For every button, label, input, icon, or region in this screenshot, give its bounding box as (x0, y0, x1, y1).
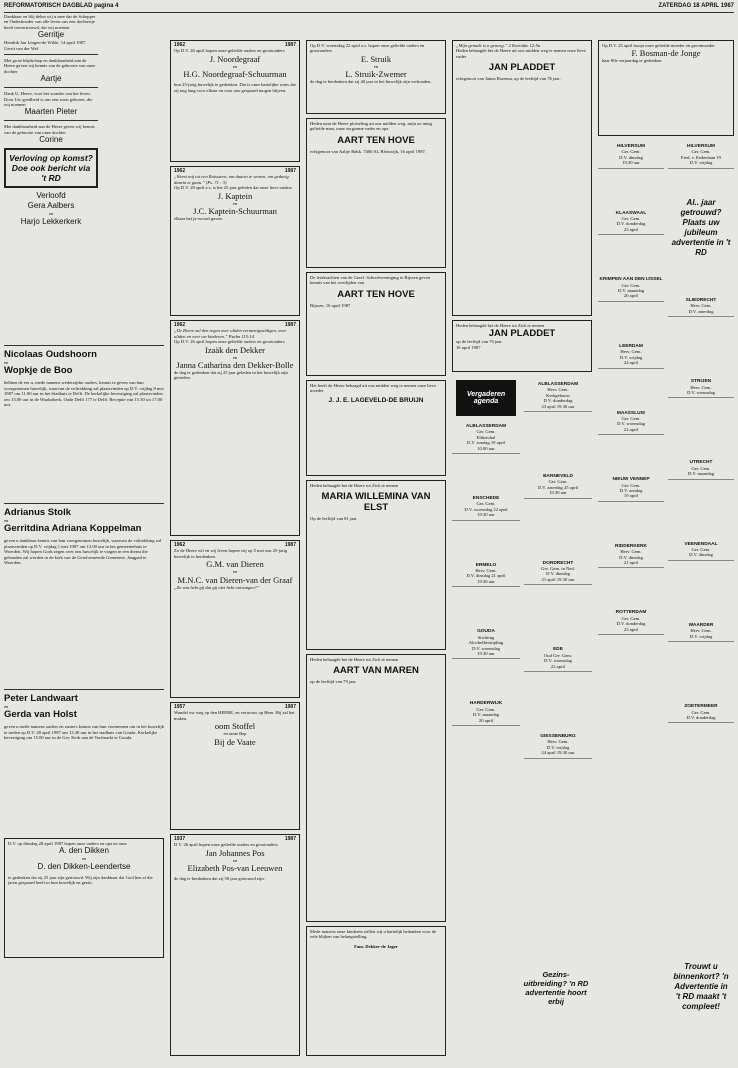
church-detail: Ger. Gem. (621, 282, 641, 288)
struik-text: de dag te herdenken dat zij 40 jaar in het huwelijk zijn verbonden. (310, 79, 432, 85)
anniversary-6 (170, 834, 300, 1056)
death-3-name: J. J. E. LAGEVELD-DE BRUIJN (328, 396, 424, 404)
death-1-text: echtgenoot van Aaltje Bakk. 7400 AL Bleiswijk, 16 april 1987. (310, 148, 426, 154)
church-town: UTRECHT (689, 460, 713, 466)
church-detail: D.V. dinsdag (619, 154, 643, 160)
engaged-b: Harjo Lekkerkerk (20, 216, 82, 226)
church-detail: Ger. Gem. (548, 479, 568, 485)
death-5-text: op de leeftijd van 79 jaar. (310, 679, 357, 685)
verloofd-title: Verloofd (36, 191, 66, 201)
church-detail: 22 april (550, 663, 566, 669)
vergader-agenda-logo (456, 380, 516, 416)
anniv-1-a: J. Noordegraaf (209, 53, 261, 64)
anniv-col1-b: D. den Dikken-Leendertse (37, 861, 131, 871)
child-name-2: Aartje (40, 74, 62, 84)
page-header (4, 3, 734, 13)
church-town: ZOETERMEER (684, 704, 718, 710)
church-detail: D.V. dinsdag 21 april (466, 573, 506, 579)
church-detail: D.V. vrijdag (619, 354, 643, 360)
year-start: 1962 (174, 168, 186, 174)
anniversary-5 (170, 702, 300, 830)
anniv-6-intro: D.V. 26 april hopen onze geliefde ouders en grootouders (174, 842, 278, 848)
anniv-col1-intro: D.V. op dinsdag 28 april 1987 hopen onze ouders en opa en oma (8, 841, 127, 846)
church-town: SLIEDRECHT (685, 298, 717, 303)
pladdet-death-2 (452, 320, 592, 372)
church-list-col5b (668, 142, 734, 169)
church-listing (524, 732, 592, 759)
church-town: ENSCHEDE (472, 496, 500, 502)
church-detail: D.V. vrijdag (689, 633, 713, 639)
child-name-4: Corine (39, 135, 63, 145)
church-listing (668, 540, 734, 561)
church-detail: D.V. woensdag (617, 421, 645, 427)
year-start: 1937 (174, 836, 186, 842)
church-town: DORDRECHT (542, 560, 574, 566)
bosman-intro: Op D.V. 25 april hoopt onze geliefde moeder en grootmoeder (602, 43, 715, 48)
pladdet-verse: „Mijn genade is u genoeg.” 2 Korinthe 12:9a (456, 43, 541, 48)
wedding-notice-3 (4, 686, 164, 741)
church-detail: 19.30 uur (477, 578, 495, 584)
divider (4, 54, 98, 55)
wedding-3-groom: Peter Landwaart (4, 693, 78, 704)
anniv-2-b: J.C. Kaptein-Schuurman (193, 206, 277, 217)
church-detail: 19.30 uur (477, 650, 495, 656)
church-detail: D.V. dinsdag (546, 571, 570, 577)
death-notice-4 (306, 480, 446, 650)
death-4-intro: Heden behaagde het de Heere tot Zich te nemen (310, 483, 399, 488)
church-listing (668, 702, 734, 723)
church-listing (598, 209, 664, 236)
anniv-2-intro: Op D.V. 28 april a.s. is het 25 jaar geleden dat onze lieve ouders (174, 185, 292, 191)
church-detail: 24 april (623, 360, 639, 366)
church-detail: Ger. Gem. (621, 149, 641, 155)
anniv-5-b: Bij de Vaate (214, 736, 256, 747)
church-town: VEENENDAAL (684, 541, 718, 547)
church-detail: D.V. zondag (619, 487, 643, 493)
church-listing (668, 296, 734, 317)
church-detail: 24 april 19.30 uur (541, 750, 575, 756)
church-list-col5-right (668, 142, 734, 173)
church-detail: D.V. zondag 19 april (466, 440, 506, 446)
church-detail: D.V. zaterdag (688, 308, 714, 314)
anniv-6-and: en (232, 857, 238, 863)
church-town: HILVERSUM (617, 144, 645, 149)
church-detail: Alcoholbestrijding (468, 640, 504, 646)
church-detail: Kerkgebouw (546, 392, 570, 398)
church-detail: D.V. donderdag (616, 621, 646, 627)
church-listing (598, 142, 664, 169)
church-detail: Ger. Gem. (621, 482, 641, 488)
wedding-2-groom: Adrianus Stolk (4, 507, 72, 518)
church-listing (524, 559, 592, 586)
church-town: GIESSENBURG (540, 733, 576, 739)
church-detail: Elthetohal (476, 434, 496, 440)
church-detail: 10.00 uur (477, 445, 495, 451)
church-town: LEERDAM (619, 343, 643, 349)
wedding-1-and: en (4, 360, 9, 365)
trouwt-ad-text: Trouwt u binnenkort? 'n Advertentie in 't RD maakt 't compleet! (673, 962, 729, 1011)
jubileum-ad-text: Al.. jaar getrouwd? Plaats uw jubileum advertentie in 't RD (671, 198, 731, 257)
anniv-col1-and: en (81, 856, 87, 862)
anniv-6-a: Jan Johannes Pos (205, 847, 265, 858)
church-listing (452, 699, 520, 726)
church-list-right (524, 380, 592, 1058)
church-detail: 21 april (623, 559, 639, 565)
death-2-text: Bijssen, 16 april 1987 (310, 302, 351, 308)
church-town: STRIJEN (690, 379, 712, 385)
church-listing (452, 561, 520, 588)
church-detail: 19 april (623, 493, 639, 499)
header-right: ZATERDAG 18 APRIL 1987 (658, 3, 734, 9)
anniv-5-and: en tante Bep (223, 731, 247, 737)
church-detail: D.V. vrijdag (689, 160, 713, 166)
year-start: 1962 (174, 42, 186, 48)
birth-text-1: Hendrik Jan Lingen-de Wilde. 14 april 1987. Gerrit van der Wel. (4, 40, 87, 51)
birth-text-3: Dank U, Heere, voor het wonder van het leven. Door Uw goedheid is ons een zoon geboren, die wij noemen (4, 91, 93, 108)
wedding-1-groom: Nicolaas Oudshoorn (4, 349, 97, 360)
church-detail: 23 april (623, 226, 639, 232)
anniv-5-text: Wandel uw weg op den HEERE, en vertrouw op Hem. Hij zal het maken. (174, 710, 295, 721)
church-detail: D.V. dinsdag (689, 552, 713, 558)
church-town: NIEUW VENNEP (612, 477, 650, 483)
church-detail: 20 april (623, 293, 639, 299)
church-detail: Ger. Gem. (621, 216, 641, 222)
church-town: KRIMPEN AAN DEN IJSSEL (599, 277, 663, 283)
anniv-4-b: M.N.C. van Dieren-van der Graaf (177, 574, 293, 585)
church-list-col5-left (598, 142, 664, 1058)
divider (4, 689, 164, 690)
church-detail: D.V. woensdag (544, 658, 572, 664)
church-listing (524, 380, 592, 412)
church-detail: Ger. Gem. (691, 547, 711, 553)
pladdet-1-intro: Heden behaagde het de Heere uit ons midden weg te nemen onze lieve vader (456, 48, 586, 59)
church-detail: Stichting (477, 634, 495, 640)
year-end: 1987 (284, 168, 296, 174)
church-listing (598, 542, 664, 569)
church-listing (452, 627, 520, 659)
engaged-a: Gera Aalbers (27, 201, 75, 211)
church-detail: D.V. vrijdag (546, 744, 570, 750)
church-detail: 20 april (478, 717, 494, 723)
church-detail: 21 april 19.30 uur (541, 576, 575, 582)
church-listing (668, 458, 734, 479)
church-detail: D.V. woensdag (472, 645, 500, 651)
pladdet-2-date: 16 april 1987 (456, 344, 481, 350)
church-listing (598, 342, 664, 369)
church-listing (598, 608, 664, 635)
bosman-text: haar 80e verjaardag te gedenken. (602, 58, 663, 64)
pladdet-death-1 (452, 40, 592, 316)
death-2-name: AART TEN HOVE (337, 288, 415, 300)
church-detail: D.V. maandag (617, 288, 645, 294)
church-listing (524, 472, 592, 499)
anniv-1-text: hun 25-jarig huwelijk te gedenken. Dat is onze hartelijke wens dat zij nog lang voor elkaar en voor ons gespaard mogen blijven. (174, 82, 296, 93)
church-detail: Herv. Gem. (620, 349, 642, 355)
year-start: 1957 (174, 704, 186, 710)
church-detail: D.V. dinsdag (619, 554, 643, 560)
church-detail: Ger. Gem. in Ned. (541, 566, 575, 572)
anniversary-3 (170, 320, 300, 536)
church-listing (598, 409, 664, 436)
church-listing (668, 142, 734, 169)
church-detail: D.V. woensdag (687, 390, 715, 396)
anniv-3-text: de dag te gedenken dat zij 25 jaar geleden in het huwelijk zijn getreden. (174, 370, 288, 381)
death-notice-5 (306, 654, 446, 922)
year-end: 1987 (284, 42, 296, 48)
verloving-ad-text: Verloving op komst? Doe ook bericht via 't RD (9, 153, 93, 184)
church-town: WAARDER (688, 622, 714, 628)
year-start: 1962 (174, 322, 186, 328)
year-end: 1987 (284, 704, 296, 710)
church-listing (668, 377, 734, 398)
church-town: ERMELO (475, 562, 497, 568)
anniv-4-and: en (232, 569, 238, 575)
wedding-3-and: en (4, 704, 9, 709)
year-end: 1987 (284, 322, 296, 328)
trouwt-ad (668, 960, 734, 1056)
anniv-3-verse: „De Heere zal den regen over uliden vermenigvuldigen, over uliden en over uw kinderen.” Psalm 115:14 (174, 328, 287, 339)
church-detail: Ger. Gem. (691, 149, 711, 155)
church-detail: Herv. Gem. (690, 384, 712, 390)
church-detail: 19.30 uur (622, 160, 640, 166)
struik-and: en (373, 63, 379, 69)
church-detail: Herv. Gem. (547, 739, 569, 745)
year-end: 1987 (284, 836, 296, 842)
header-left: REFORMATORISCH DAGBLAD pagina 4 (4, 3, 119, 9)
church-detail: D.V. maandag (472, 712, 500, 718)
anniv-2-verse: „Weest mij tot een Rotssteen, om daarin te wonen, om gedurig daarin te gaan.” (Ps. 71 : 3) (174, 174, 289, 185)
anniversary-1 (170, 40, 300, 162)
church-detail: D.V. donderdag (543, 398, 573, 404)
church-town: KLAASWAAL (615, 210, 647, 216)
church-detail: Herv. Gem. (690, 628, 712, 634)
anniv-6-text: de dag te herdenken dat zij 50 jaar getrouwd zijn. (174, 876, 265, 882)
church-town: ALBLASSERDAM (465, 424, 507, 429)
church-listing (452, 422, 520, 454)
death-2-intro: De leerkrachten van de Geref. Schoolvereniging te Rijssen geven kennis van het overlijden van (310, 275, 431, 286)
death-3-intro: Het heeft de Heere behaagd uit ons midden weg te nemen onze lieve moeder (310, 383, 437, 394)
wedding-1-bride: Wopkje de Boo (4, 365, 73, 377)
church-detail: Ger. Gem. (691, 709, 711, 715)
church-listing (524, 645, 592, 672)
church-detail: Herv. Gem. (547, 387, 569, 393)
struik-anniversary (306, 40, 446, 114)
church-detail: Ger. Gem. (691, 465, 711, 471)
church-detail: D.V. donderdag (616, 221, 646, 227)
church-detail: 23 april 19.30 uur (541, 403, 575, 409)
pladdet-1-name: JAN PLADDET (488, 62, 556, 74)
divider (4, 503, 164, 504)
church-detail: D.V. maandag (687, 471, 715, 477)
church-listing (452, 494, 520, 521)
pladdet-2-name: JAN PLADDET (488, 328, 556, 340)
birth-text-4: Met dankbaarheid aan de Heere geven wij kennis van de geboorte van onze dochter (4, 124, 95, 135)
church-detail: 19.30 uur (549, 490, 567, 496)
death-notice-3 (306, 380, 446, 476)
anniv-1-intro: Op D.V. 26 april hopen onze geliefde ouders en grootouders (174, 48, 285, 54)
church-town: EDE (553, 647, 563, 653)
church-listing (598, 275, 664, 302)
church-detail: D.V. donderdag (686, 714, 716, 720)
anniv-5-a: oom Stoffel (214, 721, 256, 732)
church-detail: Oud Ger. Gem. (543, 652, 573, 658)
anniv-1-and: en (232, 63, 238, 69)
wedding-2-and: en (4, 518, 9, 523)
year-end: 1987 (284, 542, 296, 548)
wedding-2-bride: Gerritdina Adriana Koppelman (4, 523, 142, 535)
church-detail: Ger. Gem. (476, 501, 496, 507)
anniv-3-and: en (232, 354, 238, 360)
church-detail: Herv. Gem. (690, 303, 712, 309)
church-detail: D.V. woensdag 22 april (464, 506, 508, 512)
church-detail: Ger. Gem. (621, 615, 641, 621)
gezins-ad (520, 968, 592, 1038)
pladdet-2-intro: Heden behaagde het de Heere tot Zich te nemen (456, 323, 545, 328)
wedding-1-text: hebben de eer u, mede namens wederzijdse ouders, kennis te geven van hun voorgenomen huwelijk, waarvan de voltrekking zal plaatsvinden op D.V. vrijdag 8 mei 1987 om 11.00 uur in het Stadhuis te Delft. De kerkelijke bevestiging zal plaatsvinden om 13.00 uur in de Waalsekerk, Oude Delft 177 te Delft. Receptie van 15.30 tot 17.00 uur. (4, 380, 164, 408)
church-detail: Fred. v. Eedenlaan 19 (681, 154, 721, 160)
anniv-col1-a: A. den Dikken (59, 846, 109, 856)
child-name-3: Maarten Pieter (24, 107, 78, 117)
church-town: RIDDERKERK (615, 543, 647, 549)
struik-b: L. Struik-Zwemer (345, 69, 407, 80)
death-notice-2 (306, 272, 446, 376)
church-detail: 22 april (623, 426, 639, 432)
church-detail: D.V. zaterdag 25 april (537, 484, 579, 490)
death-5-name: AART VAN MAREN (333, 665, 419, 677)
anniv-2-and: en (232, 200, 238, 206)
anniv-4-a: G.M. van Dieren (206, 559, 264, 570)
death-4-name: MARIA WILLEMINA VAN ELST (321, 491, 431, 514)
divider (4, 120, 98, 121)
child-name-1: Gerritje (37, 30, 65, 40)
death-4-text: Op de leeftijd van 81 jaar (310, 516, 357, 522)
church-listing (598, 475, 664, 502)
gezins-ad-text: Gezins-uitbreiding? 'n RD advertentie hoort erbij (523, 970, 589, 1006)
divider (4, 345, 164, 346)
church-town: ROTTERDAM (615, 610, 647, 616)
church-detail: Herv. Gem. (475, 568, 497, 574)
anniv-6-b: Elizabeth Pos-van Leeuwen (187, 863, 283, 874)
bosman-name: F. Bosman-de Jonge (631, 48, 701, 59)
anniversary-2 (170, 166, 300, 316)
thanks-sign: Fam. Dekker-de Jager (354, 943, 398, 949)
anniv-col1-text: te gedenken dat zij 25 jaar zijn getrouwd. Wij zijn dankbaar dat God hen al die jaren gespaard heeft in hun huwelijk en gezin. (8, 874, 153, 886)
anniv-3-a: Izaäk den Dekker (205, 344, 265, 355)
anniversary-box-col1 (4, 838, 164, 958)
logo-text: Vergaderen agenda (466, 391, 506, 405)
wedding-notice-1 (4, 342, 164, 407)
jubileum-ad (668, 196, 734, 288)
wedding-2-text: geven u dankbaar kennis van hun voorgenomen huwelijk, waarvan de voltrekking zal plaatsvinden op D.V. vrijdag 1 mei 1987 om 13.00 uur in het gemeentehuis te Woerden. Wij hopen Gods zegen over ons huwelijk te vragen in een dienst die gehouden zal worden in de kerk van de Gereformeerde Gemeente, Jaagpad te Woerden. (4, 538, 162, 566)
birth-text-2: Met grote blijdschap en dankbaarheid aan de Heere geven wij kennis van de geboorte van onze dochter (4, 58, 96, 74)
anniv-2-text: elkaar het ja-woord gaven. (174, 216, 223, 222)
thank-you-notice (306, 926, 446, 1056)
church-detail: Ger. Gem. (621, 415, 641, 421)
church-town: ALBLASSERDAM (537, 382, 579, 387)
church-list-col5b-more (668, 296, 734, 783)
bosman-birthday (598, 40, 734, 136)
church-detail: Ger. Gem. (476, 429, 496, 435)
death-notice-1 (306, 118, 446, 268)
church-town: MAASSLUIS (616, 410, 646, 416)
death-5-intro: Heden behaagde het de Heere tot Zich te nemen (310, 657, 399, 662)
church-detail: Ger. Gem. (476, 706, 496, 712)
anniv-3-b: Janna Catharina den Dekker-Bolle (176, 360, 294, 371)
struik-a: E. Struik (360, 53, 392, 64)
pladdet-2-text: op de leeftijd van 76 jaar. (456, 339, 503, 345)
death-1-name: AART TEN HOVE (337, 134, 415, 146)
church-detail: Herv. Gem. (620, 549, 642, 555)
anniversary-4 (170, 540, 300, 698)
church-town: HILVERSUM (687, 144, 715, 149)
church-list-left (452, 422, 520, 1058)
pladdet-1-text: echtgenoot van Janna Rozema, op de leeftijd van 76 jaar. (456, 76, 561, 82)
church-listing (668, 621, 734, 642)
anniv-4-text: „Zo wat hebt gij dat gij niet hebt ontvangen?” (174, 584, 260, 590)
church-detail: 19.30 uur (477, 512, 495, 518)
anniv-4-intro: Zo de Heere wil en wij leven hopen wij op 5 mei ons 25-jarig huwelijk te herdenken. (174, 548, 288, 559)
church-detail: 23 april (623, 626, 639, 632)
church-town: GOUDA (477, 629, 495, 635)
thanks-text: Mede namens onze kinderen willen wij u hartelijk bedanken voor de vele blijken van belangstelling. (310, 929, 437, 940)
divider (4, 87, 98, 88)
struik-intro: Op D.V. woensdag 22 april a.s. hopen onze geliefde ouders en grootouders (310, 43, 425, 54)
anniv-1-b: H.G. Noordegraaf-Schuurman (183, 69, 287, 80)
death-1-intro: Heden nam de Heere plotseling uit ons midden weg, mijn zo innig geliefde man, onze zorgzame vader en opa (310, 121, 432, 132)
verloving-ad (4, 148, 98, 188)
anniv-3-intro: Op D.V. 26 april hopen onze geliefde ouders en grootouders (174, 339, 285, 345)
wedding-3-bride: Gerda van Holst (4, 709, 77, 721)
birth-intro: Dankbaar en blij delen wij u mee dat de Schepper en Onderhouder van alle leven ons een dochtertje heeft toevertrouwd, dat wij noemen (4, 14, 96, 30)
engaged-and: en (48, 211, 54, 217)
church-town: BARNEVELD (543, 474, 573, 480)
year-start: 1962 (174, 542, 186, 548)
church-town: HARDERWIJK (469, 701, 503, 707)
wedding-3-text: geven u mede namens ouders en zusters kennis van hun voornemen om in het huwelijk te treden op D.V. 28 april 1987 om 13.30 uur in het stadhuis van Gouda. Kerkelijke bevestiging om 15.00 uur in de Ger. Kerk aan de Turfmarkt te Gouda. (4, 724, 164, 741)
anniv-2-a: J. Kaptein (217, 190, 253, 201)
wedding-notice-2 (4, 500, 164, 565)
